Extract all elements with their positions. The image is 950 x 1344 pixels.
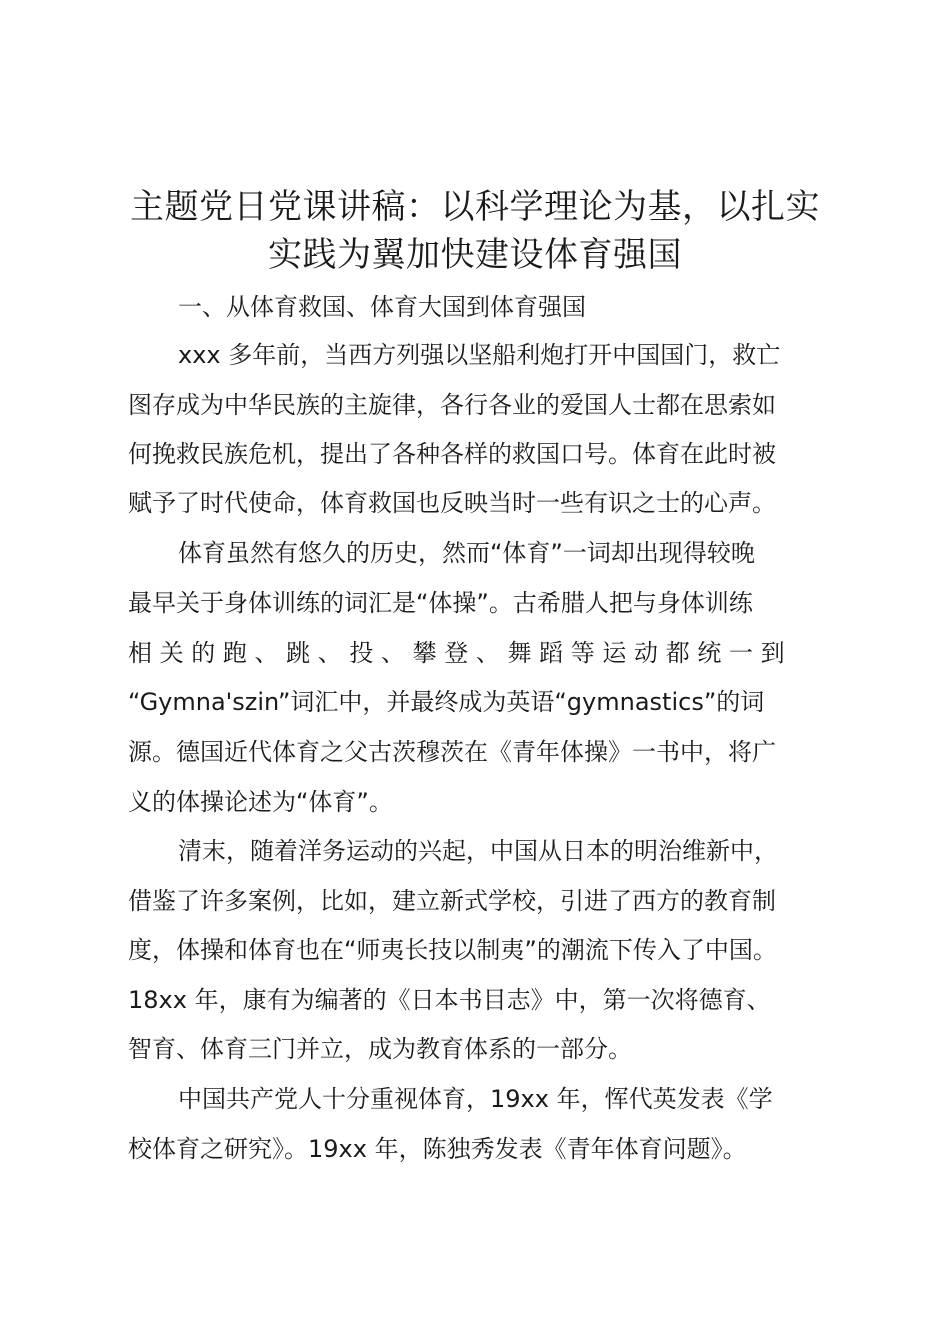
paragraph-line: 18xx 年，康有为编著的《日本书目志》中，第一次将德育、 bbox=[128, 986, 771, 1014]
paragraph-line: 校体育之研究》。19xx 年，陈独秀发表《青年体育问题》。 bbox=[128, 1135, 747, 1163]
paragraph-line: 义的体操论述为“体育”。 bbox=[128, 788, 393, 816]
paragraph-line: 图存成为中华民族的主旋律，各行各业的爱国人士都在思索如 bbox=[128, 391, 776, 419]
paragraph-line: 源。德国近代体育之父古茨穆茨在《青年体操》一书中，将广 bbox=[128, 738, 776, 766]
document-title-line-1: 主题党日党课讲稿：以科学理论为基，以扎实 bbox=[130, 187, 820, 227]
paragraph-line: 体育虽然有悠久的历史，然而“体育”一词却出现得较晚 bbox=[178, 539, 755, 567]
document-title-line-2: 实践为翼加快建设体育强国 bbox=[268, 235, 682, 275]
paragraph-line: 赋予了时代使命，体育救国也反映当时一些有识之士的心声。 bbox=[128, 489, 776, 517]
paragraph-line: xxx 多年前，当西方列强以坚船利炮打开中国国门，救亡 bbox=[178, 341, 781, 369]
paragraph-line: 中国共产党人十分重视体育，19xx 年，恽代英发表《学 bbox=[178, 1085, 773, 1113]
paragraph-line: 智育、体育三门并立，成为教育体系的一部分。 bbox=[128, 1035, 632, 1063]
paragraph-line: 最早关于身体训练的词汇是“体操”。古希腊人把与身体训练 bbox=[128, 589, 753, 617]
paragraph-line: “Gymna'szin”词汇中，并最终成为英语“gymnastics”的词 bbox=[128, 688, 765, 716]
paragraph-line: 度，体操和体育也在“师夷长技以制夷”的潮流下传入了中国。 bbox=[128, 936, 777, 964]
section-heading: 一、从体育救国、体育大国到体育强国 bbox=[178, 293, 586, 321]
paragraph-line: 清末，随着洋务运动的兴起，中国从日本的明治维新中， bbox=[178, 837, 778, 865]
paragraph-line: 相 关 的 跑 、 跳 、 投 、 攀 登 、 舞 蹈 等 运 动 都 统 一 到 bbox=[128, 639, 785, 667]
paragraph-line: 何挽救民族危机，提出了各种各样的救国口号。体育在此时被 bbox=[128, 440, 776, 468]
paragraph-line: 借鉴了许多案例，比如，建立新式学校，引进了西方的教育制 bbox=[128, 887, 776, 915]
